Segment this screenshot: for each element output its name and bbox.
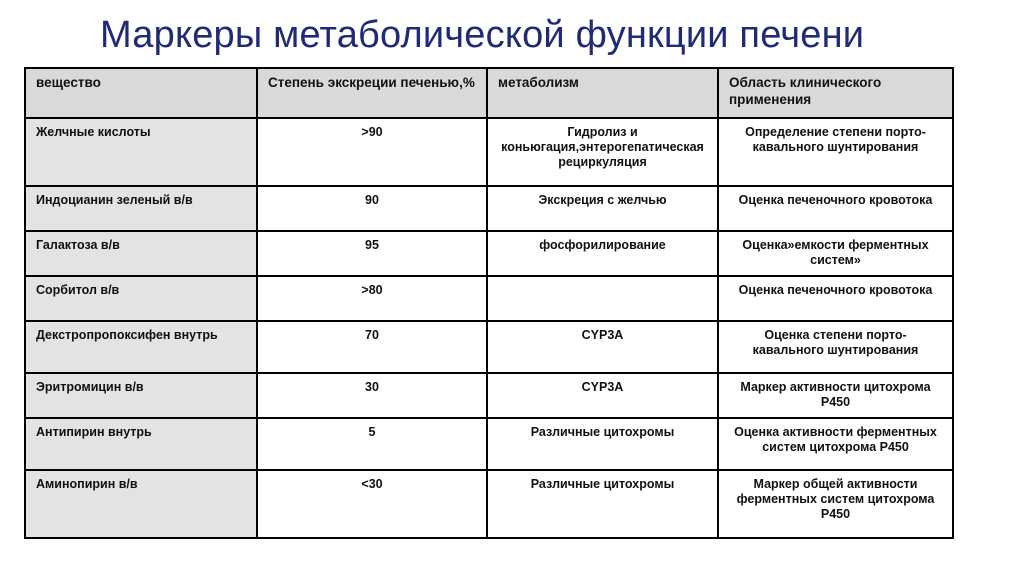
cell-application: Оценка»емкости ферментных систем»: [718, 231, 953, 276]
table-row: [25, 373, 953, 418]
cell-metabolism: CYP3A: [487, 373, 718, 418]
cell-excretion: 5: [257, 418, 487, 470]
table-row: [25, 418, 953, 470]
cell-application: Оценка активности ферментных систем цитохрома P450: [718, 418, 953, 470]
cell-excretion: 95: [257, 231, 487, 276]
cell-excretion: >80: [257, 276, 487, 321]
header-application: Область клинического применения: [718, 68, 953, 118]
cell-metabolism: [487, 276, 718, 321]
cell-substance: Антипирин внутрь: [25, 418, 257, 470]
cell-application: Оценка печеночного кровотока: [718, 186, 953, 231]
cell-metabolism: Различные цитохромы: [487, 418, 718, 470]
cell-substance: Желчные кислоты: [25, 118, 257, 186]
cell-application: Маркер общей активности ферментных систем цитохрома P450: [718, 470, 953, 538]
table-row: [25, 231, 953, 276]
table-row: [25, 470, 953, 538]
cell-application: Оценка печеночного кровотока: [718, 276, 953, 321]
header-excretion: Степень экскреции печенью,%: [257, 68, 487, 118]
cell-metabolism: фосфорилирование: [487, 231, 718, 276]
header-metabolism: метаболизм: [487, 68, 718, 118]
slide-title: Маркеры метаболической функции печени: [100, 14, 865, 56]
cell-excretion: <30: [257, 470, 487, 538]
header-substance: вещество: [25, 68, 257, 118]
cell-substance: Галактоза в/в: [25, 231, 257, 276]
cell-excretion: >90: [257, 118, 487, 186]
cell-application: Определение степени порто-кавального шунтирования: [718, 118, 953, 186]
cell-excretion: 70: [257, 321, 487, 373]
table-row: [25, 321, 953, 373]
cell-metabolism: CYP3A: [487, 321, 718, 373]
cell-excretion: 90: [257, 186, 487, 231]
cell-excretion: 30: [257, 373, 487, 418]
table-header-row: [25, 68, 953, 118]
table-row: [25, 186, 953, 231]
cell-metabolism: Экскреция с желчью: [487, 186, 718, 231]
cell-substance: Аминопирин в/в: [25, 470, 257, 538]
cell-substance: Декстропропоксифен внутрь: [25, 321, 257, 373]
cell-metabolism: Гидролиз и коньюгация,энтерогепатическая рециркуляция: [487, 118, 718, 186]
table-row: [25, 276, 953, 321]
cell-metabolism: Различные цитохромы: [487, 470, 718, 538]
cell-application: Оценка степени порто-кавального шунтирования: [718, 321, 953, 373]
cell-application: Маркер активности цитохрома P450: [718, 373, 953, 418]
cell-substance: Эритромицин в/в: [25, 373, 257, 418]
cell-substance: Сорбитол в/в: [25, 276, 257, 321]
markers-table: [24, 67, 954, 539]
cell-substance: Индоцианин зеленый в/в: [25, 186, 257, 231]
table-row: [25, 118, 953, 186]
